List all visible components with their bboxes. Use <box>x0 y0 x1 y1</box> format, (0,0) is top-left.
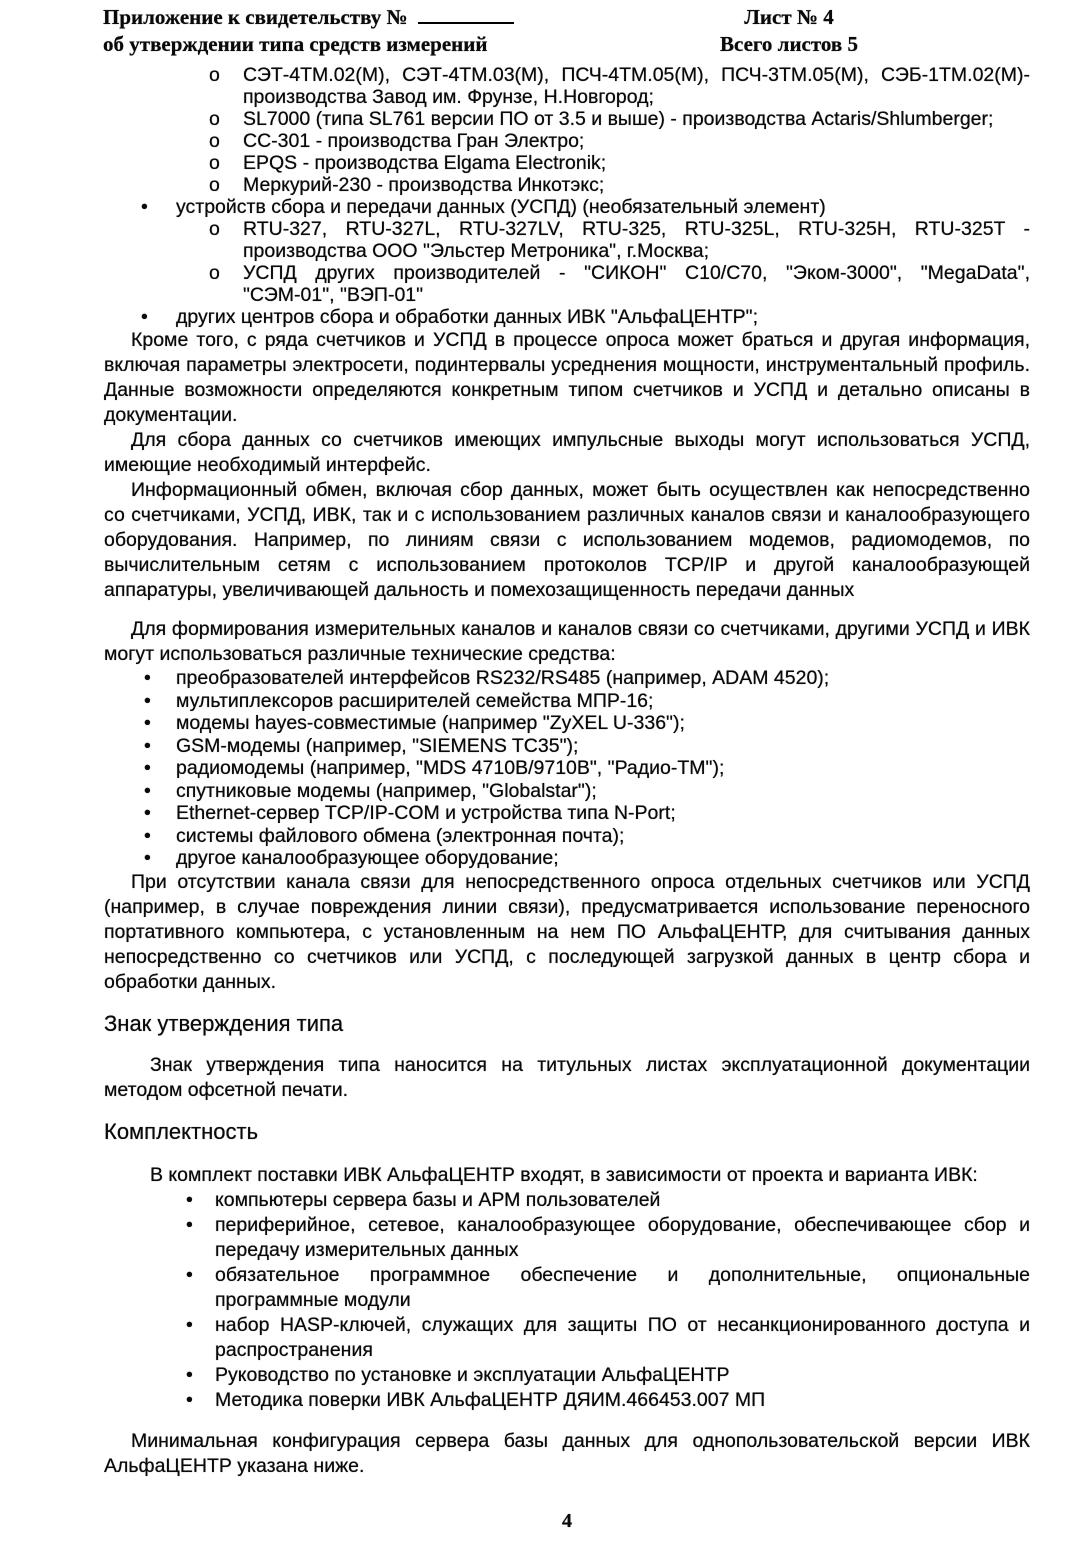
header-appendix-line2: об утверждении типа средств измерений <box>103 32 488 56</box>
list-item-text: SL7000 (типа SL761 версии ПО от 3.5 и выше) - производства Actaris/Shlumberger; <box>243 108 994 130</box>
bullet-icon: • <box>144 757 151 779</box>
circle-bullet-icon: o <box>209 218 220 240</box>
uspd-bullet-list <box>104 196 1030 218</box>
page-header <box>103 4 1030 58</box>
list-item <box>104 1263 1030 1313</box>
paragraph-additional-info: Кроме того, с ряда счетчиков и УСПД в процессе опроса может браться и другая информация, включая параметры электросети, подинтервалы усреднения мощности, инструментальный профиль. Данные возможности определяются конкретным типом счетчиков и УСПД и детально описаны в документации. <box>104 329 1030 426</box>
meters-sublist <box>104 64 1030 196</box>
paragraph-minimal-configuration: Минимальная конфигурация сервера базы данных для однопользовательской версии ИВК АльфаЦЕНТР указана ниже. <box>104 1429 1030 1477</box>
list-item-text: других центров сбора и обработки данных ИВК "АльфаЦЕНТР"; <box>176 306 759 328</box>
circle-bullet-icon: o <box>209 130 220 152</box>
bullet-icon: • <box>144 667 151 689</box>
list-item <box>104 1213 1030 1263</box>
circle-bullet-icon: o <box>209 152 220 174</box>
paragraph-channel-forming-intro: Для формирования измерительных каналов и каналов связи со счетчиками, другими УСПД и ИВК могут использоваться различные технические средства: <box>104 618 1030 665</box>
list-item-text: Методика поверки ИВК АльфаЦЕНТР ДЯИМ.466453.007 МП <box>215 1388 766 1411</box>
section-heading-type-approval-mark: Знак утверждения типа <box>104 1010 344 1036</box>
list-item <box>104 735 1030 758</box>
bullet-icon: • <box>144 689 151 712</box>
list-item <box>104 262 1030 306</box>
paragraph-pulse-outputs: Для сбора данных со счетчиков имеющих импульсные выходы могут использоваться УСПД, имеющие необходимый интерфейс. <box>104 429 1030 476</box>
circle-bullet-icon: o <box>209 108 220 130</box>
total-sheets-label: Всего листов 5 <box>720 32 858 56</box>
paragraph-type-approval-mark: Знак утверждения типа наносится на титульных листах эксплуатационной документации методом офсетной печати. <box>104 1053 1030 1101</box>
list-item-text: Руководство по установке и эксплуатации АльфаЦЕНТР <box>215 1363 730 1386</box>
bullet-icon: • <box>186 1388 193 1411</box>
sheet-number-label: Лист № 4 <box>744 5 834 29</box>
list-item-text: Ethernet-сервер TCP/IP-COM и устройства типа N-Port; <box>176 802 676 824</box>
bullet-icon: • <box>141 196 148 218</box>
technical-means-list <box>104 667 1030 870</box>
list-item-text: модемы hayes-совместимые (например "ZyXEL U-336"); <box>176 712 685 734</box>
page-number: 4 <box>562 1510 572 1532</box>
bullet-icon: • <box>144 847 151 869</box>
section-heading-completeness: Комплектность <box>104 1118 259 1144</box>
list-item <box>104 667 1030 690</box>
header-appendix-block <box>103 4 514 58</box>
list-item <box>104 1188 1030 1213</box>
bullet-icon: • <box>186 1188 193 1211</box>
list-item-text: радиомодемы (например, "MDS 4710B/9710B", "Радио-ТМ"); <box>176 757 725 779</box>
bullet-icon: • <box>186 1263 193 1286</box>
list-item-text: УСПД других производителей - "СИКОН" С10/С70, "Эком-3000", "MegaData", "СЭМ-01", "ВЭП-01" <box>243 262 1030 306</box>
bullet-icon: • <box>141 306 148 328</box>
list-item <box>104 130 1030 152</box>
list-item-text: RTU-327, RTU-327L, RTU-327LV, RTU-325, RTU-325L, RTU-325H, RTU-325T - производства ООО "Эльстер Метроника", г.Москва; <box>243 218 1030 262</box>
bullet-icon: • <box>144 824 151 847</box>
list-item <box>104 780 1030 803</box>
list-item-text: спутниковые модемы (например, "Globalstar"); <box>176 779 597 802</box>
list-item <box>104 64 1030 108</box>
other-centers-list <box>104 306 1030 328</box>
list-item <box>104 690 1030 713</box>
list-item <box>104 218 1030 262</box>
list-item-text: GSM-модемы (например, "SIEMENS TC35"); <box>176 734 579 757</box>
list-item <box>104 1388 1030 1413</box>
paragraph-completeness-intro: В комплект поставки ИВК АльфаЦЕНТР входят, в зависимости от проекта и варианта ИВК: <box>150 1163 978 1186</box>
document-body <box>104 64 1030 1479</box>
completeness-list <box>104 1188 1030 1413</box>
list-item-text: компьютеры сервера базы и АРМ пользователей <box>215 1188 661 1211</box>
header-appendix-line1 <box>103 4 514 31</box>
circle-bullet-icon: o <box>209 174 220 196</box>
list-item-text: СС-301 - производства Гран Электро; <box>243 130 585 152</box>
list-item <box>104 306 1030 328</box>
header-sheet-block <box>694 4 884 58</box>
list-item <box>104 1363 1030 1388</box>
list-item-text: Меркурий-230 - производства Инкотэкс; <box>243 174 605 196</box>
list-item <box>104 108 1030 130</box>
header-appendix-text: Приложение к свидетельству № <box>103 5 408 29</box>
bullet-icon: • <box>186 1363 193 1386</box>
list-item-text: обязательное программное обеспечение и дополнительные, опциональные программные модули <box>215 1263 1030 1311</box>
bullet-icon: • <box>144 802 151 824</box>
list-item-text: другое каналообразующее оборудование; <box>176 847 559 869</box>
list-item-text: СЭТ-4ТМ.02(М), СЭТ-4ТМ.03(М), ПСЧ-4ТМ.05(М), ПСЧ-3ТМ.05(М), СЭБ-1ТМ.02(М)- производства Завод им. Фрунзе, Н.Новгород; <box>243 64 1030 108</box>
paragraph-no-channel: При отсутствии канала связи для непосредственного опроса отдельных счетчиков или УСПД (например, в случае повреждения линии связи), предусматривается использование переносного портативного компьютера, с установленным на нем ПО АльфаЦЕНТР, для считывания данных непосредственно со счетчиков или УСПД, с последующей загрузкой данных в центр сбора и обработки данных. <box>104 870 1030 993</box>
circle-bullet-icon: o <box>209 262 220 284</box>
list-item <box>104 802 1030 825</box>
list-item <box>104 847 1030 870</box>
list-item <box>104 712 1030 735</box>
list-item <box>104 174 1030 196</box>
bullet-icon: • <box>186 1313 193 1336</box>
list-item-text: системы файлового обмена (электронная почта); <box>176 824 625 847</box>
list-item-text: мультиплексоров расширителей семейства МПР-16; <box>176 689 654 712</box>
bullet-icon: • <box>144 779 151 802</box>
list-item-text: набор HASP-ключей, служащих для защиты ПО от несанкционированного доступа и распространения <box>215 1313 1030 1361</box>
paragraph-information-exchange: Информационный обмен, включая сбор данных, может быть осуществлен как непосредственно со счетчиками, УСПД, ИВК, так и с использованием различных каналов связи и каналообразующего оборудования. Например, по линиям связи с использованием модемов, радиомодемов, по вычислительным сетям с использованием протоколов TCP/IP и другой каналообразующей аппаратуры, увеличивающей дальность и помехозащищенность передачи данных <box>104 479 1030 601</box>
list-item <box>104 757 1030 780</box>
certificate-number-blank-field <box>418 19 514 24</box>
list-item-text: периферийное, сетевое, каналообразующее оборудование, обеспечивающее сбор и передачу измерительных данных <box>215 1213 1030 1261</box>
list-item-text: преобразователей интерфейсов RS232/RS485 (например, ADAM 4520); <box>176 667 830 689</box>
list-item-text: EPQS - производства Elgama Electronik; <box>243 152 607 174</box>
list-item <box>104 825 1030 848</box>
list-item <box>104 1313 1030 1363</box>
bullet-icon: • <box>144 712 151 734</box>
circle-bullet-icon: o <box>209 64 220 86</box>
list-item-text: устройств сбора и передачи данных (УСПД) (необязательный элемент) <box>176 196 826 218</box>
list-item <box>104 152 1030 174</box>
list-item <box>104 196 1030 218</box>
bullet-icon: • <box>186 1213 193 1236</box>
bullet-icon: • <box>144 734 151 757</box>
uspd-sublist <box>104 218 1030 306</box>
